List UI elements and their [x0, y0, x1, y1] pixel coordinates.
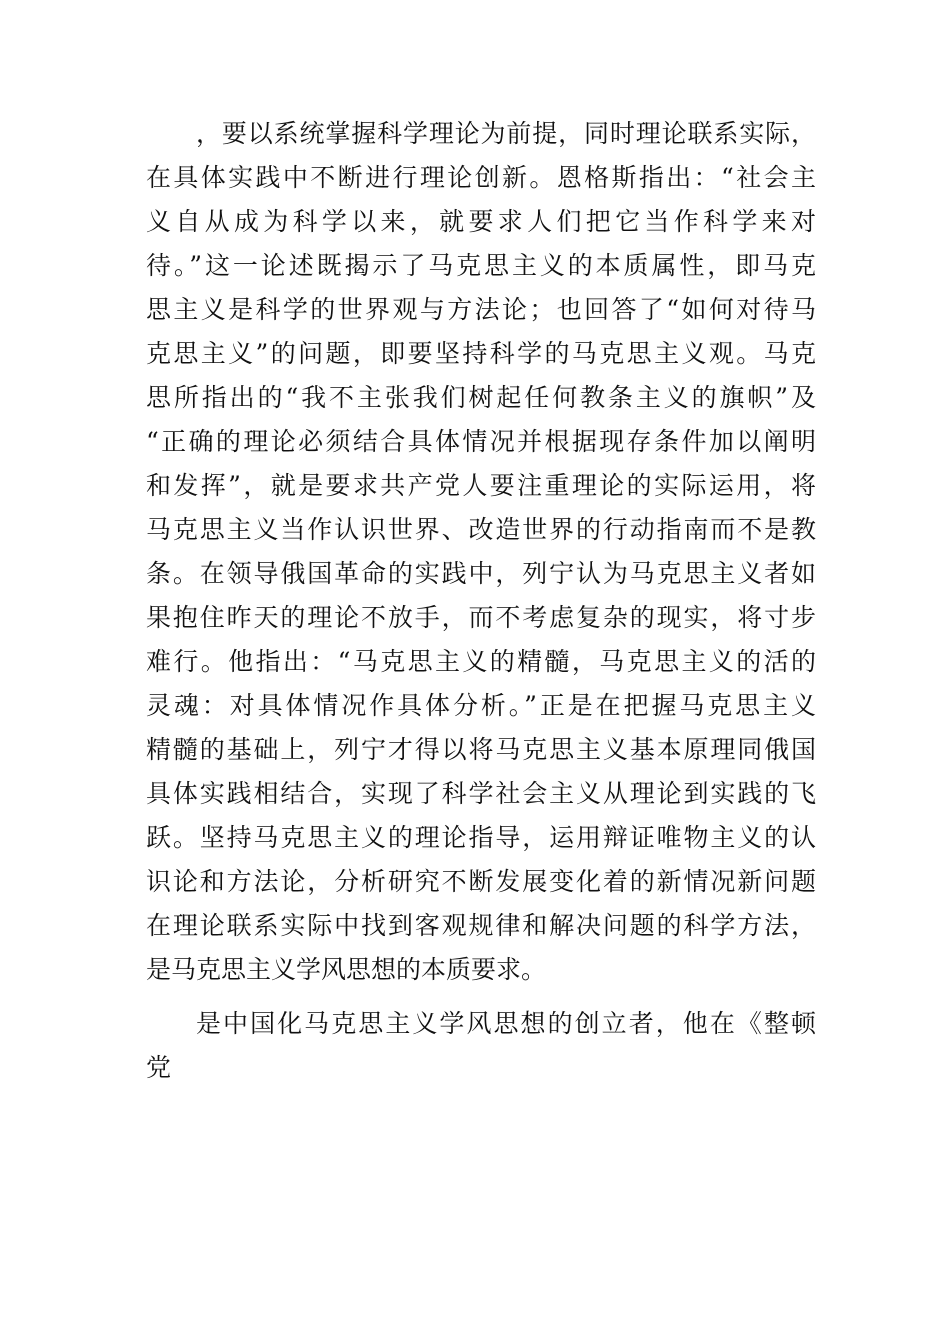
text-line: 待。”这一论述既揭示了马克思主义的本质属性，即马克 [146, 251, 816, 280]
text-line: 党 [146, 1053, 172, 1082]
text-line: “正确的理论必须结合具体情况并根据现存条件加以阐明 [146, 427, 816, 456]
text-line: 思主义是科学的世界观与方法论；也回答了“如何对待马 [146, 295, 816, 324]
text-line: ，要以系统掌握科学理论为前提，同时理论联系实际， [196, 119, 816, 148]
text-line: 难行。他指出：“马克思主义的精髓，马克思主义的活的 [146, 647, 816, 676]
text-line: 马克思主义当作认识世界、改造世界的行动指南而不是教 [146, 515, 816, 544]
text-line: 克思主义”的问题，即要坚持科学的马克思主义观。马克 [146, 339, 816, 368]
text-line: 条。在领导俄国革命的实践中，列宁认为马克思主义者如 [146, 559, 816, 588]
text-line: 是马克思主义学风思想的本质要求。 [146, 955, 547, 984]
document-body [146, 112, 816, 1090]
text-line: 果抱住昨天的理论不放手，而不考虑复杂的现实，将寸步 [146, 603, 816, 632]
paragraph-2 [146, 1002, 816, 1090]
text-line: 义自从成为科学以来，就要求人们把它当作科学来对 [146, 207, 816, 236]
text-line: 灵魂：对具体情况作具体分析。”正是在把握马克思主义 [146, 691, 816, 720]
text-line: 精髓的基础上，列宁才得以将马克思主义基本原理同俄国 [146, 735, 816, 764]
paragraph-1 [146, 112, 816, 992]
text-line: 在具体实践中不断进行理论创新。恩格斯指出：“社会主 [146, 163, 816, 192]
text-line: 具体实践相结合，实现了科学社会主义从理论到实践的飞 [146, 779, 816, 808]
text-line: 是中国化马克思主义学风思想的创立者，他在《整顿 [196, 1009, 816, 1038]
text-line: 在理论联系实际中找到客观规律和解决问题的科学方法， [146, 911, 816, 940]
text-line: 思所指出的“我不主张我们树起任何教条主义的旗帜”及 [146, 383, 816, 412]
paragraph-gap [146, 992, 816, 1002]
text-line: 识论和方法论，分析研究不断发展变化着的新情况新问题 [146, 867, 816, 896]
text-line: 跃。坚持马克思主义的理论指导，运用辩证唯物主义的认 [146, 823, 816, 852]
text-line: 和发挥”，就是要求共产党人要注重理论的实际运用，将 [146, 471, 816, 500]
